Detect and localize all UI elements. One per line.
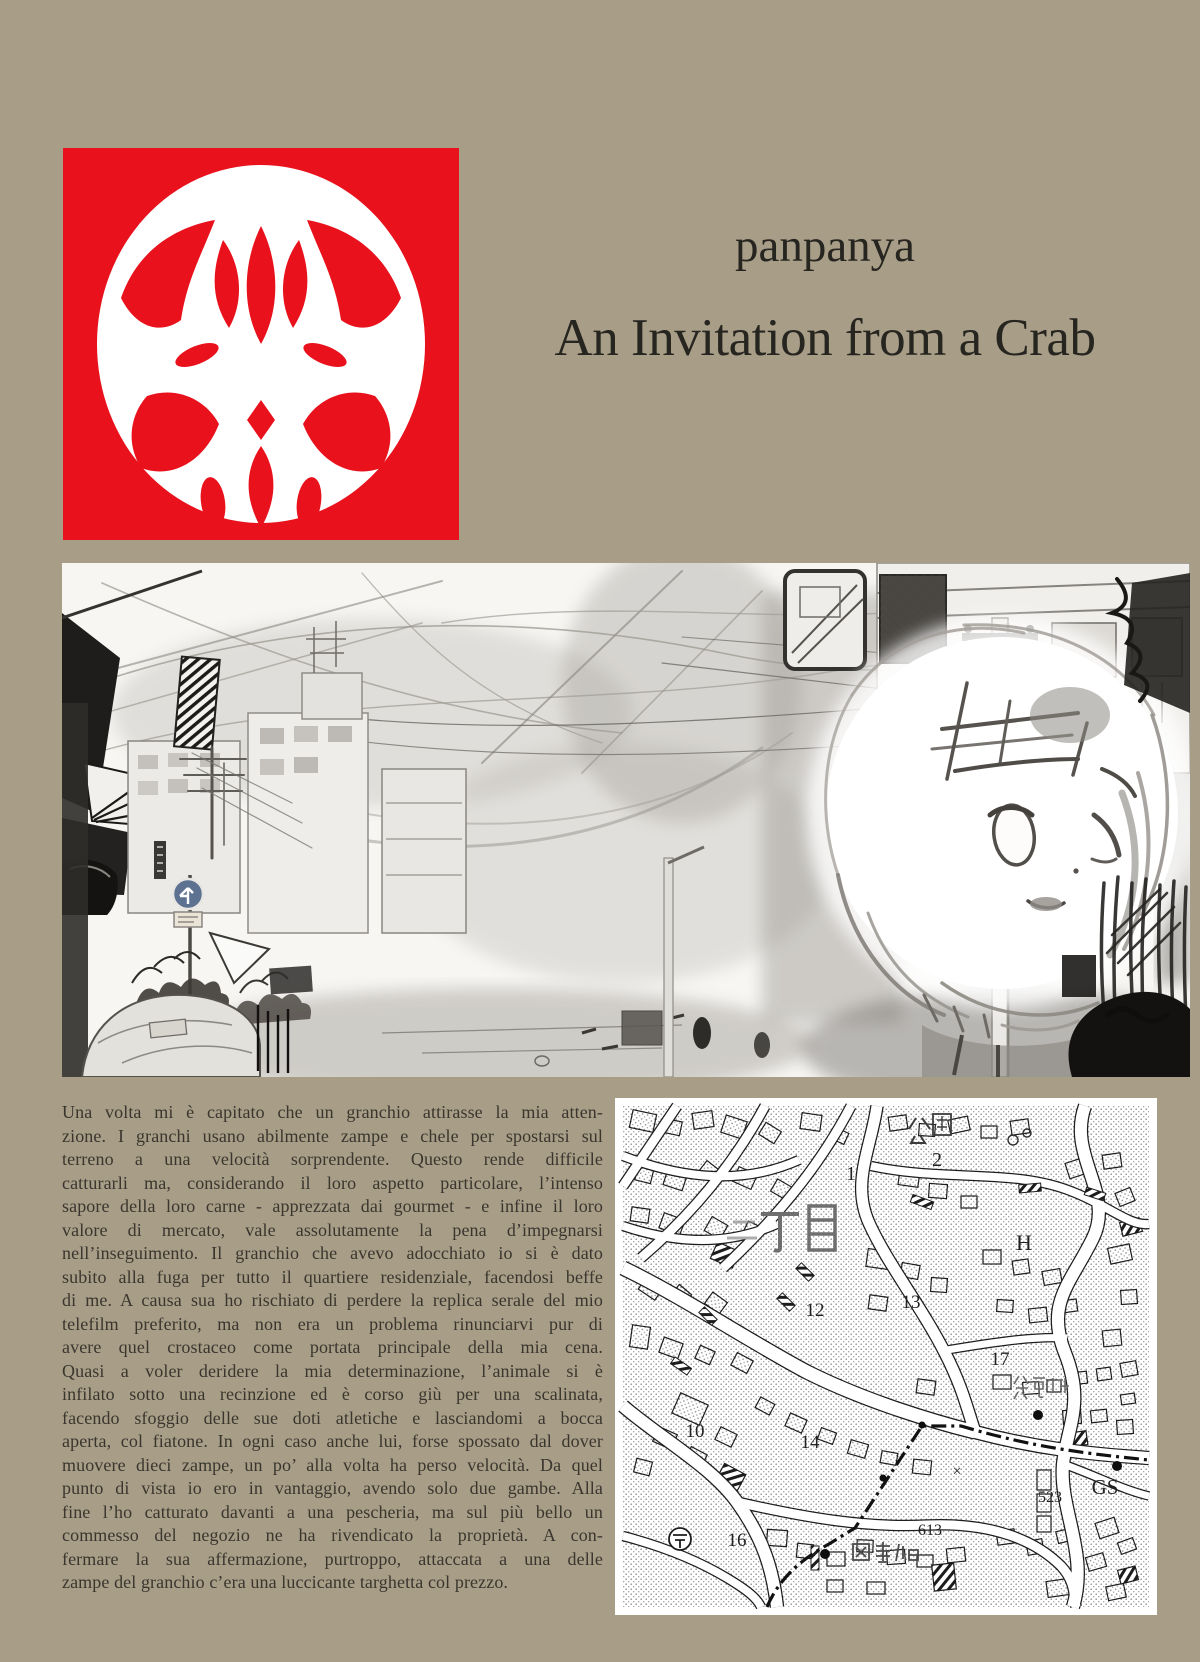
text-line: zione. I granchi usano abilmente zampe e chele per spostarsi sul [62,1125,603,1146]
text-line: sapore della loro carne - apprezzata dai gourmet - e infine il loro [62,1196,603,1216]
story-text [62,1101,603,1595]
text-line: Una volta mi è capitato che un granchio attirasse la mia atten- [62,1102,603,1122]
text-line: aperta, col fiatone. In ogni caso anche lui, forse spossato dal dover [62,1431,603,1451]
text-line: punto di vista io ero in vantaggio, avendo solo due gambe. Alla [62,1478,603,1498]
map-label-17: 17 [990,1349,1010,1370]
text-line: zampe del granchio c’era una luccicante targhetta col prezzo. [62,1572,509,1592]
map-label-13: 13 [901,1292,921,1313]
neighborhood-map [615,1098,1157,1615]
text-line: terreno a una velocità sorprendente. Questo rende difficile [62,1149,603,1169]
text-line: infilato sotto una recinzione ed è corso giù per una scalinata, [62,1384,603,1404]
street-sketch-illustration [62,563,1190,1077]
map-label-14: 14 [800,1432,820,1453]
map-label-12: 12 [805,1300,825,1321]
map-label-2: 2 [932,1149,942,1171]
text-line: fine l’ho catturato davanti a una pescheria, ma sul più bello un [62,1501,603,1522]
crab-emblem-icon [63,148,459,540]
text-line: telefilm preferito, ma non era un problema rinunciarvi pur di [62,1313,603,1334]
text-line: valore di mercato, vale assolutamente la pena d’impegnarsi [62,1219,603,1240]
text-line: catturarli ma, considerando il loro aspetto particolare, l’intenso [62,1172,603,1193]
text-line: commesso del negozio ne ha rivendicato la proprietà. A con- [62,1525,603,1545]
text-line: facendo sfoggio delle sue doti atletiche e lasciandomi a bocca [62,1407,603,1428]
book-title: An Invitation from a Crab [554,309,1096,367]
map-label-x: × [952,1463,962,1480]
hanging-signboard [785,571,865,669]
map-label-10: 10 [685,1421,705,1442]
bench [269,966,313,995]
map-label-613: 613 [918,1522,942,1539]
text-line: di me. A causa sua ho rischiato di perdere la replica serale del mio [62,1290,603,1310]
map-label-16: 16 [727,1530,747,1551]
author-name: panpanya [734,220,916,272]
map-label-1: 1 [846,1163,856,1185]
text-line: Quasi a voler deridere la mia determinazione, l’animale si è [62,1360,603,1381]
map-label-h: H [1016,1230,1032,1255]
map-label-gs: GS [1091,1475,1119,1499]
post-office-icon [669,1528,691,1550]
striped-banner [174,657,220,750]
text-line: nell’inseguimento. Il granchio che avevo adocchiato io si è dato [62,1243,603,1263]
text-line: avere quel crostaceo come portata principale della mia cena. [62,1337,603,1357]
text-line: subito alla fuga per tutto il quartiere residenziale, facendosi beffe [62,1266,603,1287]
text-line: fermare la sua affermazione, purtroppo, attaccata a una delle [62,1548,603,1569]
map-label-523: 523 [1038,1489,1062,1506]
text-line: muovere dieci zampe, un po’ alla volta ha perso velocità. Da quel [62,1454,603,1475]
publisher-logo [63,148,459,540]
